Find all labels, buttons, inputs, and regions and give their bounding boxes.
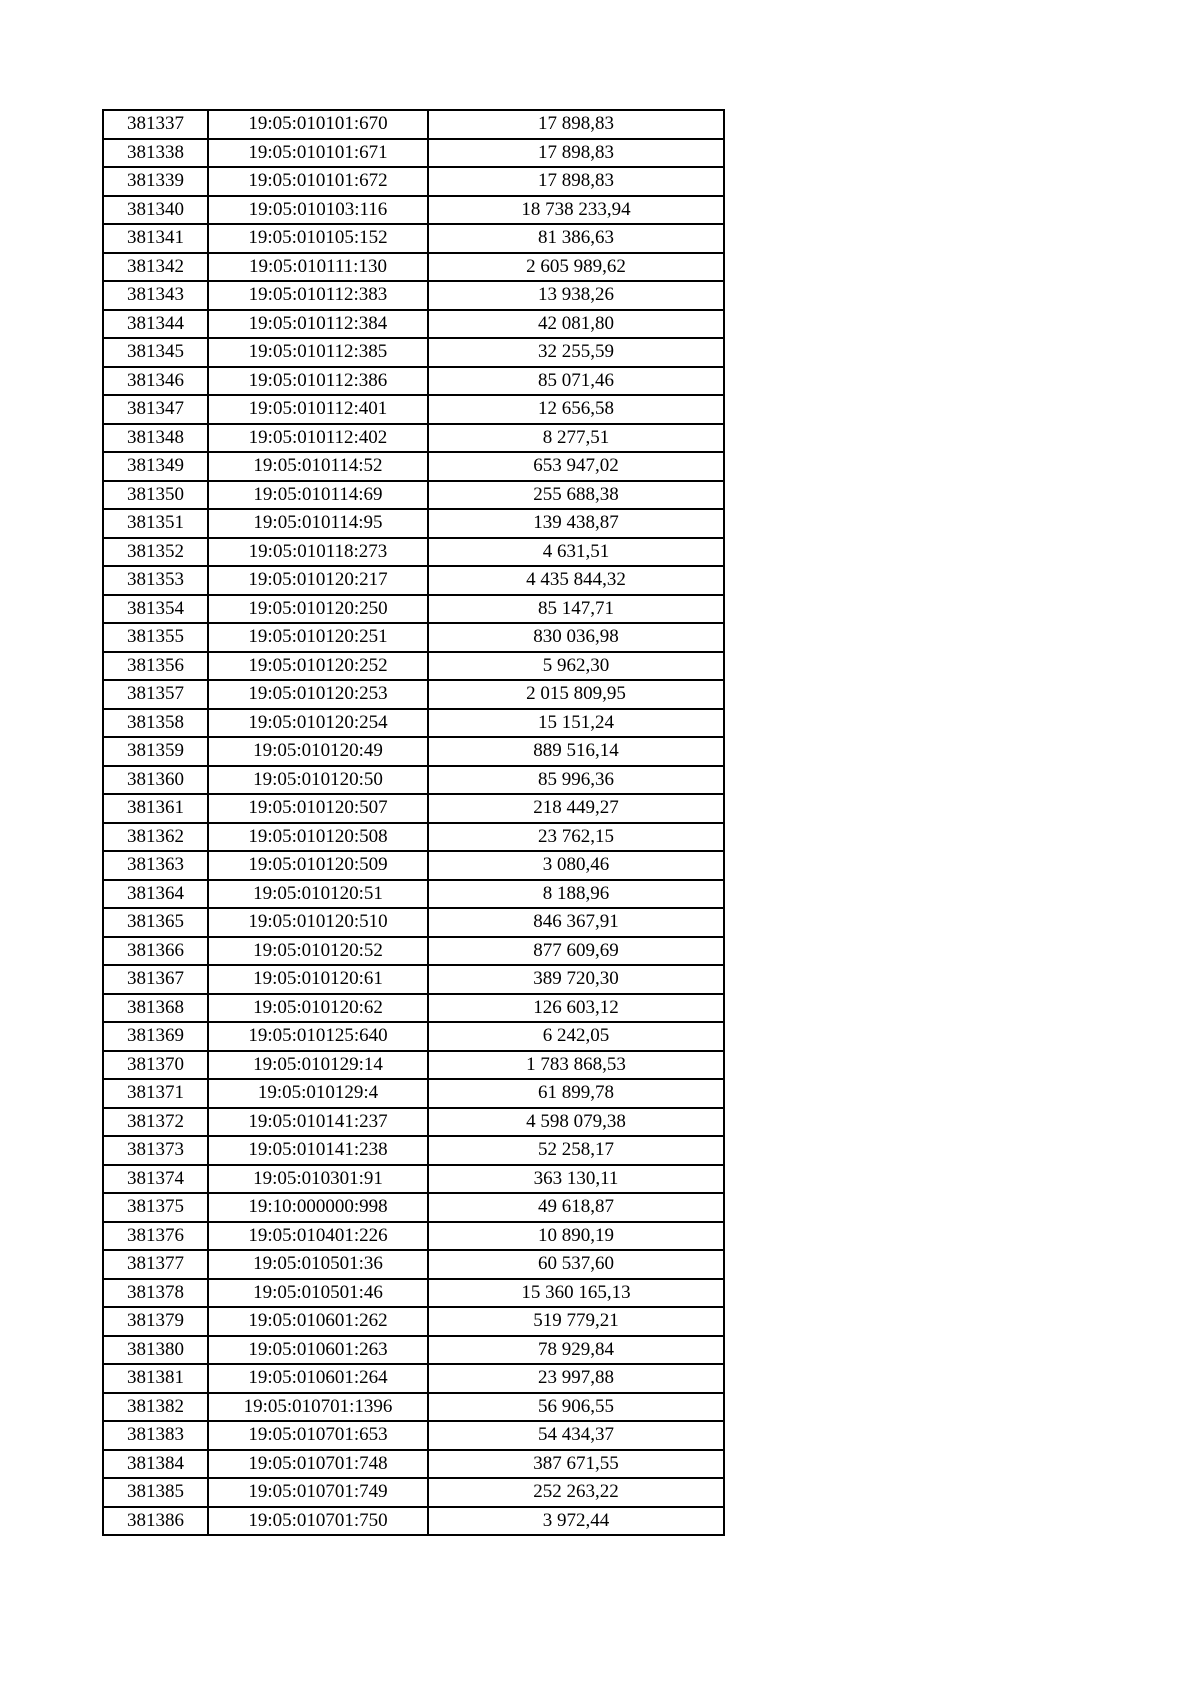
table-row <box>103 994 724 1023</box>
table-row <box>103 652 724 681</box>
row-number-cell: 381383 <box>103 1421 208 1450</box>
row-number-cell: 381372 <box>103 1108 208 1137</box>
row-number-cell: 381344 <box>103 310 208 339</box>
table-body <box>103 110 724 1535</box>
cadastral-value-cell: 85 071,46 <box>428 367 724 396</box>
table-row <box>103 1222 724 1251</box>
cadastral-number-cell: 19:05:010120:62 <box>208 994 428 1023</box>
row-number-cell: 381337 <box>103 110 208 139</box>
cadastral-value-cell: 830 036,98 <box>428 623 724 652</box>
cadastral-number-cell: 19:05:010120:510 <box>208 908 428 937</box>
table-row <box>103 737 724 766</box>
table-row <box>103 823 724 852</box>
row-number-cell: 381367 <box>103 965 208 994</box>
row-number-cell: 381347 <box>103 395 208 424</box>
cadastral-number-cell: 19:05:010112:383 <box>208 281 428 310</box>
row-number-cell: 381385 <box>103 1478 208 1507</box>
row-number-cell: 381380 <box>103 1336 208 1365</box>
row-number-cell: 381360 <box>103 766 208 795</box>
cadastral-value-cell: 4 631,51 <box>428 538 724 567</box>
cadastral-number-cell: 19:05:010101:670 <box>208 110 428 139</box>
row-number-cell: 381350 <box>103 481 208 510</box>
table-row <box>103 1051 724 1080</box>
cadastral-value-cell: 8 277,51 <box>428 424 724 453</box>
row-number-cell: 381379 <box>103 1307 208 1336</box>
row-number-cell: 381355 <box>103 623 208 652</box>
cadastral-value-cell: 12 656,58 <box>428 395 724 424</box>
cadastral-value-cell: 252 263,22 <box>428 1478 724 1507</box>
cadastral-value-cell: 15 151,24 <box>428 709 724 738</box>
cadastral-number-cell: 19:05:010701:750 <box>208 1507 428 1536</box>
cadastral-value-cell: 23 762,15 <box>428 823 724 852</box>
cadastral-value-cell: 85 147,71 <box>428 595 724 624</box>
row-number-cell: 381365 <box>103 908 208 937</box>
cadastral-value-cell: 653 947,02 <box>428 452 724 481</box>
table-row <box>103 1421 724 1450</box>
cadastral-number-cell: 19:10:000000:998 <box>208 1193 428 1222</box>
table-row <box>103 1193 724 1222</box>
row-number-cell: 381364 <box>103 880 208 909</box>
cadastral-number-cell: 19:05:010701:1396 <box>208 1393 428 1422</box>
row-number-cell: 381378 <box>103 1279 208 1308</box>
cadastral-number-cell: 19:05:010601:264 <box>208 1364 428 1393</box>
row-number-cell: 381340 <box>103 196 208 225</box>
cadastral-number-cell: 19:05:010120:217 <box>208 566 428 595</box>
table-row <box>103 110 724 139</box>
table-row <box>103 167 724 196</box>
cadastral-number-cell: 19:05:010114:95 <box>208 509 428 538</box>
cadastral-value-cell: 1 783 868,53 <box>428 1051 724 1080</box>
cadastral-value-cell: 2 605 989,62 <box>428 253 724 282</box>
cadastral-number-cell: 19:05:010701:749 <box>208 1478 428 1507</box>
table-row <box>103 1450 724 1479</box>
cadastral-value-cell: 363 130,11 <box>428 1165 724 1194</box>
row-number-cell: 381377 <box>103 1250 208 1279</box>
row-number-cell: 381366 <box>103 937 208 966</box>
table-row <box>103 709 724 738</box>
cadastral-number-cell: 19:05:010120:250 <box>208 595 428 624</box>
table-row <box>103 481 724 510</box>
row-number-cell: 381351 <box>103 509 208 538</box>
cadastral-value-cell: 54 434,37 <box>428 1421 724 1450</box>
cadastral-value-cell: 10 890,19 <box>428 1222 724 1251</box>
cadastral-value-cell: 17 898,83 <box>428 167 724 196</box>
cadastral-number-cell: 19:05:010112:386 <box>208 367 428 396</box>
cadastral-number-cell: 19:05:010112:401 <box>208 395 428 424</box>
table-row <box>103 310 724 339</box>
row-number-cell: 381384 <box>103 1450 208 1479</box>
cadastral-value-cell: 32 255,59 <box>428 338 724 367</box>
cadastral-number-cell: 19:05:010141:238 <box>208 1136 428 1165</box>
cadastral-value-cell: 42 081,80 <box>428 310 724 339</box>
table-row <box>103 224 724 253</box>
table-row <box>103 338 724 367</box>
cadastral-value-cell: 519 779,21 <box>428 1307 724 1336</box>
row-number-cell: 381341 <box>103 224 208 253</box>
cadastral-number-cell: 19:05:010125:640 <box>208 1022 428 1051</box>
table-row <box>103 1393 724 1422</box>
table-row <box>103 1478 724 1507</box>
cadastral-number-cell: 19:05:010301:91 <box>208 1165 428 1194</box>
cadastral-number-cell: 19:05:010101:671 <box>208 139 428 168</box>
table-row <box>103 452 724 481</box>
table-row <box>103 253 724 282</box>
row-number-cell: 381362 <box>103 823 208 852</box>
table-row <box>103 1165 724 1194</box>
table-row <box>103 1250 724 1279</box>
table-row <box>103 1307 724 1336</box>
cadastral-number-cell: 19:05:010118:273 <box>208 538 428 567</box>
cadastral-number-cell: 19:05:010120:61 <box>208 965 428 994</box>
table-row <box>103 196 724 225</box>
table-row <box>103 908 724 937</box>
row-number-cell: 381353 <box>103 566 208 595</box>
cadastral-number-cell: 19:05:010601:263 <box>208 1336 428 1365</box>
row-number-cell: 381374 <box>103 1165 208 1194</box>
table-row <box>103 680 724 709</box>
row-number-cell: 381356 <box>103 652 208 681</box>
table-row <box>103 794 724 823</box>
cadastral-value-cell: 17 898,83 <box>428 139 724 168</box>
cadastral-value-cell: 877 609,69 <box>428 937 724 966</box>
row-number-cell: 381352 <box>103 538 208 567</box>
cadastral-number-cell: 19:05:010120:49 <box>208 737 428 766</box>
cadastral-number-cell: 19:05:010120:51 <box>208 880 428 909</box>
cadastral-number-cell: 19:05:010105:152 <box>208 224 428 253</box>
cadastral-value-cell: 889 516,14 <box>428 737 724 766</box>
cadastral-value-cell: 4 435 844,32 <box>428 566 724 595</box>
cadastral-number-cell: 19:05:010120:509 <box>208 851 428 880</box>
cadastral-value-cell: 5 962,30 <box>428 652 724 681</box>
cadastral-number-cell: 19:05:010101:672 <box>208 167 428 196</box>
cadastral-value-cell: 17 898,83 <box>428 110 724 139</box>
cadastral-value-cell: 126 603,12 <box>428 994 724 1023</box>
cadastral-number-cell: 19:05:010112:402 <box>208 424 428 453</box>
row-number-cell: 381373 <box>103 1136 208 1165</box>
cadastral-value-cell: 78 929,84 <box>428 1336 724 1365</box>
row-number-cell: 381345 <box>103 338 208 367</box>
cadastral-value-cell: 49 618,87 <box>428 1193 724 1222</box>
cadastral-number-cell: 19:05:010120:251 <box>208 623 428 652</box>
cadastral-value-cell: 8 188,96 <box>428 880 724 909</box>
cadastral-value-cell: 18 738 233,94 <box>428 196 724 225</box>
cadastral-value-cell: 15 360 165,13 <box>428 1279 724 1308</box>
cadastral-number-cell: 19:05:010141:237 <box>208 1108 428 1137</box>
table-row <box>103 623 724 652</box>
table-row <box>103 1079 724 1108</box>
cadastral-number-cell: 19:05:010112:384 <box>208 310 428 339</box>
row-number-cell: 381361 <box>103 794 208 823</box>
cadastral-number-cell: 19:05:010103:116 <box>208 196 428 225</box>
row-number-cell: 381349 <box>103 452 208 481</box>
cadastral-number-cell: 19:05:010120:253 <box>208 680 428 709</box>
cadastral-value-cell: 846 367,91 <box>428 908 724 937</box>
cadastral-value-cell: 387 671,55 <box>428 1450 724 1479</box>
table-row <box>103 937 724 966</box>
table-row <box>103 965 724 994</box>
cadastral-value-table <box>102 109 725 1536</box>
cadastral-value-cell: 3 972,44 <box>428 1507 724 1536</box>
row-number-cell: 381343 <box>103 281 208 310</box>
cadastral-number-cell: 19:05:010120:508 <box>208 823 428 852</box>
cadastral-value-cell: 218 449,27 <box>428 794 724 823</box>
row-number-cell: 381342 <box>103 253 208 282</box>
row-number-cell: 381357 <box>103 680 208 709</box>
row-number-cell: 381386 <box>103 1507 208 1536</box>
row-number-cell: 381370 <box>103 1051 208 1080</box>
row-number-cell: 381368 <box>103 994 208 1023</box>
cadastral-number-cell: 19:05:010701:653 <box>208 1421 428 1450</box>
table-row <box>103 1022 724 1051</box>
row-number-cell: 381363 <box>103 851 208 880</box>
table-row <box>103 1364 724 1393</box>
cadastral-number-cell: 19:05:010120:50 <box>208 766 428 795</box>
table-row <box>103 538 724 567</box>
cadastral-value-cell: 23 997,88 <box>428 1364 724 1393</box>
row-number-cell: 381358 <box>103 709 208 738</box>
table-row <box>103 1507 724 1536</box>
row-number-cell: 381359 <box>103 737 208 766</box>
table-row <box>103 595 724 624</box>
table-row <box>103 851 724 880</box>
cadastral-number-cell: 19:05:010501:36 <box>208 1250 428 1279</box>
table-row <box>103 509 724 538</box>
cadastral-number-cell: 19:05:010114:52 <box>208 452 428 481</box>
row-number-cell: 381375 <box>103 1193 208 1222</box>
cadastral-number-cell: 19:05:010701:748 <box>208 1450 428 1479</box>
cadastral-value-cell: 85 996,36 <box>428 766 724 795</box>
row-number-cell: 381382 <box>103 1393 208 1422</box>
cadastral-number-cell: 19:05:010129:14 <box>208 1051 428 1080</box>
row-number-cell: 381381 <box>103 1364 208 1393</box>
table-row <box>103 1108 724 1137</box>
cadastral-value-cell: 6 242,05 <box>428 1022 724 1051</box>
cadastral-value-cell: 13 938,26 <box>428 281 724 310</box>
cadastral-value-cell: 3 080,46 <box>428 851 724 880</box>
cadastral-number-cell: 19:05:010112:385 <box>208 338 428 367</box>
row-number-cell: 381348 <box>103 424 208 453</box>
row-number-cell: 381369 <box>103 1022 208 1051</box>
cadastral-number-cell: 19:05:010129:4 <box>208 1079 428 1108</box>
cadastral-number-cell: 19:05:010114:69 <box>208 481 428 510</box>
table-row <box>103 1136 724 1165</box>
cadastral-value-cell: 52 258,17 <box>428 1136 724 1165</box>
row-number-cell: 381371 <box>103 1079 208 1108</box>
table-row <box>103 766 724 795</box>
table-row <box>103 1279 724 1308</box>
cadastral-value-cell: 2 015 809,95 <box>428 680 724 709</box>
table-row <box>103 281 724 310</box>
cadastral-value-cell: 81 386,63 <box>428 224 724 253</box>
table-row <box>103 367 724 396</box>
cadastral-value-cell: 255 688,38 <box>428 481 724 510</box>
cadastral-number-cell: 19:05:010601:262 <box>208 1307 428 1336</box>
cadastral-number-cell: 19:05:010120:507 <box>208 794 428 823</box>
table-row <box>103 424 724 453</box>
cadastral-number-cell: 19:05:010111:130 <box>208 253 428 282</box>
table-row <box>103 1336 724 1365</box>
row-number-cell: 381376 <box>103 1222 208 1251</box>
cadastral-value-cell: 4 598 079,38 <box>428 1108 724 1137</box>
row-number-cell: 381338 <box>103 139 208 168</box>
cadastral-value-cell: 61 899,78 <box>428 1079 724 1108</box>
cadastral-number-cell: 19:05:010501:46 <box>208 1279 428 1308</box>
table-row <box>103 395 724 424</box>
cadastral-value-cell: 56 906,55 <box>428 1393 724 1422</box>
cadastral-number-cell: 19:05:010120:254 <box>208 709 428 738</box>
cadastral-number-cell: 19:05:010401:226 <box>208 1222 428 1251</box>
table-row <box>103 139 724 168</box>
row-number-cell: 381354 <box>103 595 208 624</box>
table-row <box>103 566 724 595</box>
table-row <box>103 880 724 909</box>
cadastral-number-cell: 19:05:010120:52 <box>208 937 428 966</box>
row-number-cell: 381346 <box>103 367 208 396</box>
cadastral-number-cell: 19:05:010120:252 <box>208 652 428 681</box>
cadastral-value-cell: 389 720,30 <box>428 965 724 994</box>
cadastral-value-cell: 60 537,60 <box>428 1250 724 1279</box>
row-number-cell: 381339 <box>103 167 208 196</box>
cadastral-value-cell: 139 438,87 <box>428 509 724 538</box>
